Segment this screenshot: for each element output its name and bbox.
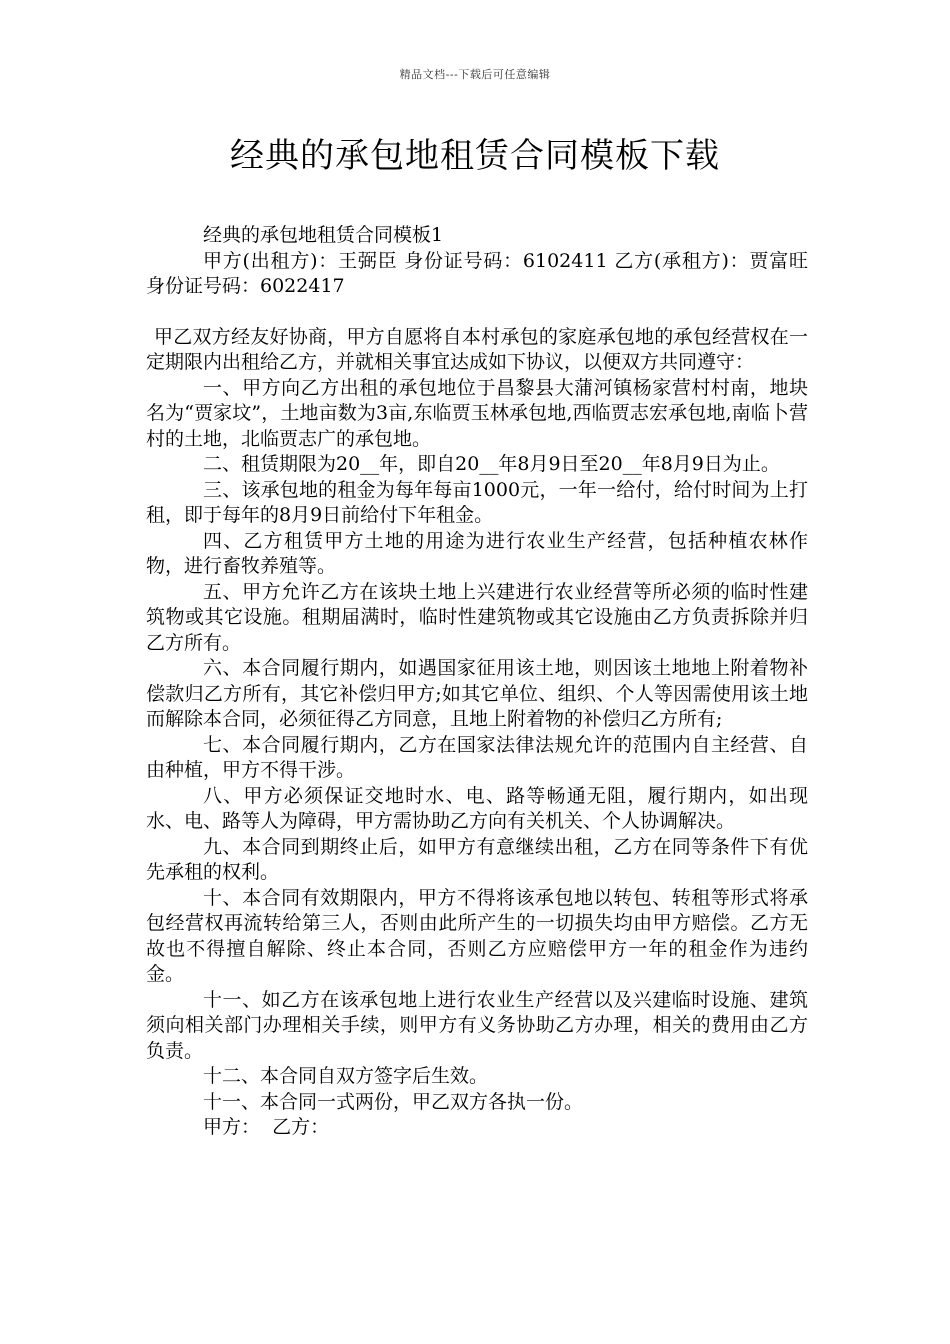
contract-subtitle: 经典的承包地租赁合同模板1 <box>203 224 444 246</box>
clause-6: 六、本合同履行期内，如遇国家征用该土地，则因该土地地上附着物补偿款归乙方所有，其它补偿归甲方;如其它单位、组织、个人等因需使用该土地而解除本合同，必须征得乙方同意，且地上附着物的补偿归乙方所有; <box>146 657 808 730</box>
blank-line <box>146 300 808 325</box>
document-title: 经典的承包地租赁合同模板下载 <box>230 136 720 176</box>
signature-line <box>146 1115 808 1141</box>
party-a-signature-label: 甲方： <box>203 1116 261 1138</box>
clause-10: 十、本合同有效期限内，甲方不得将该承包地以转包、转租等形式将承包经营权再流转给第三人，否则由此所产生的一切损失均由甲方赔偿。乙方无故也不得擅自解除、终止本合同，否则乙方应赔偿甲方一年的租金作为违约金。 <box>146 886 808 985</box>
clause-9: 九、本合同到期终止后，如甲方有意继续出租，乙方在同等条件下有优先承租的权利。 <box>146 835 808 883</box>
header-note: 精品文档---下载后可任意编辑 <box>399 68 551 81</box>
clause-2: 二、租赁期限为20__年，即自20__年8月9日至20__年8月9日为止。 <box>203 453 780 475</box>
clause-13: 十一、本合同一式两份，甲乙双方各执一份。 <box>203 1090 584 1113</box>
clause-8: 八、甲方必须保证交地时水、电、路等畅通无阻，履行期内，如出现水、电、路等人为障碍，甲方需协助乙方向有关机关、个人协调解决。 <box>146 784 808 832</box>
clause-4: 四、乙方租赁甲方土地的用途为进行农业生产经营，包括种植农林作物，进行畜牧养殖等。 <box>146 529 808 577</box>
clause-1: 一、甲方向乙方出租的承包地位于昌黎县大蒲河镇杨家营村村南，地块名为“贾家坟”，土地亩数为3亩,东临贾玉林承包地,西临贾志宏承包地,南临卜营村的土地，北临贾志广的承包地。 <box>146 376 808 450</box>
party-b-signature-label: 乙方： <box>272 1116 330 1138</box>
intro-paragraph: 甲乙双方经友好协商，甲方自愿将自本村承包的家庭承包地的承包经营权在一定期限内出租给乙方，并就相关事宜达成如下协议，以便双方共同遵守： <box>146 325 808 373</box>
parties-line: 甲方(出租方)：王弼臣 身份证号码：6102411 乙方(承租方)：贾富旺 身份证号码：6022417 <box>146 249 808 297</box>
clause-5: 五、甲方允许乙方在该块土地上兴建进行农业经营等所必须的临时性建筑物或其它设施。租期届满时，临时性建筑物或其它设施由乙方负责拆除并归乙方所有。 <box>146 580 808 654</box>
clause-12: 十二、本合同自双方签字后生效。 <box>203 1065 489 1087</box>
clause-11: 十一、如乙方在该承包地上进行农业生产经营以及兴建临时设施、建筑须向相关部门办理相关手续，则甲方有义务协助乙方办理，相关的费用由乙方负责。 <box>146 988 808 1062</box>
contract-body <box>146 223 808 1141</box>
clause-7: 七、本合同履行期内，乙方在国家法律法规允许的范围内自主经营、自由种植，甲方不得干涉。 <box>146 733 808 781</box>
clause-3: 三、该承包地的租金为每年每亩1000元，一年一给付，给付时间为上打租，即于每年的8月9日前给付下年租金。 <box>146 478 808 526</box>
